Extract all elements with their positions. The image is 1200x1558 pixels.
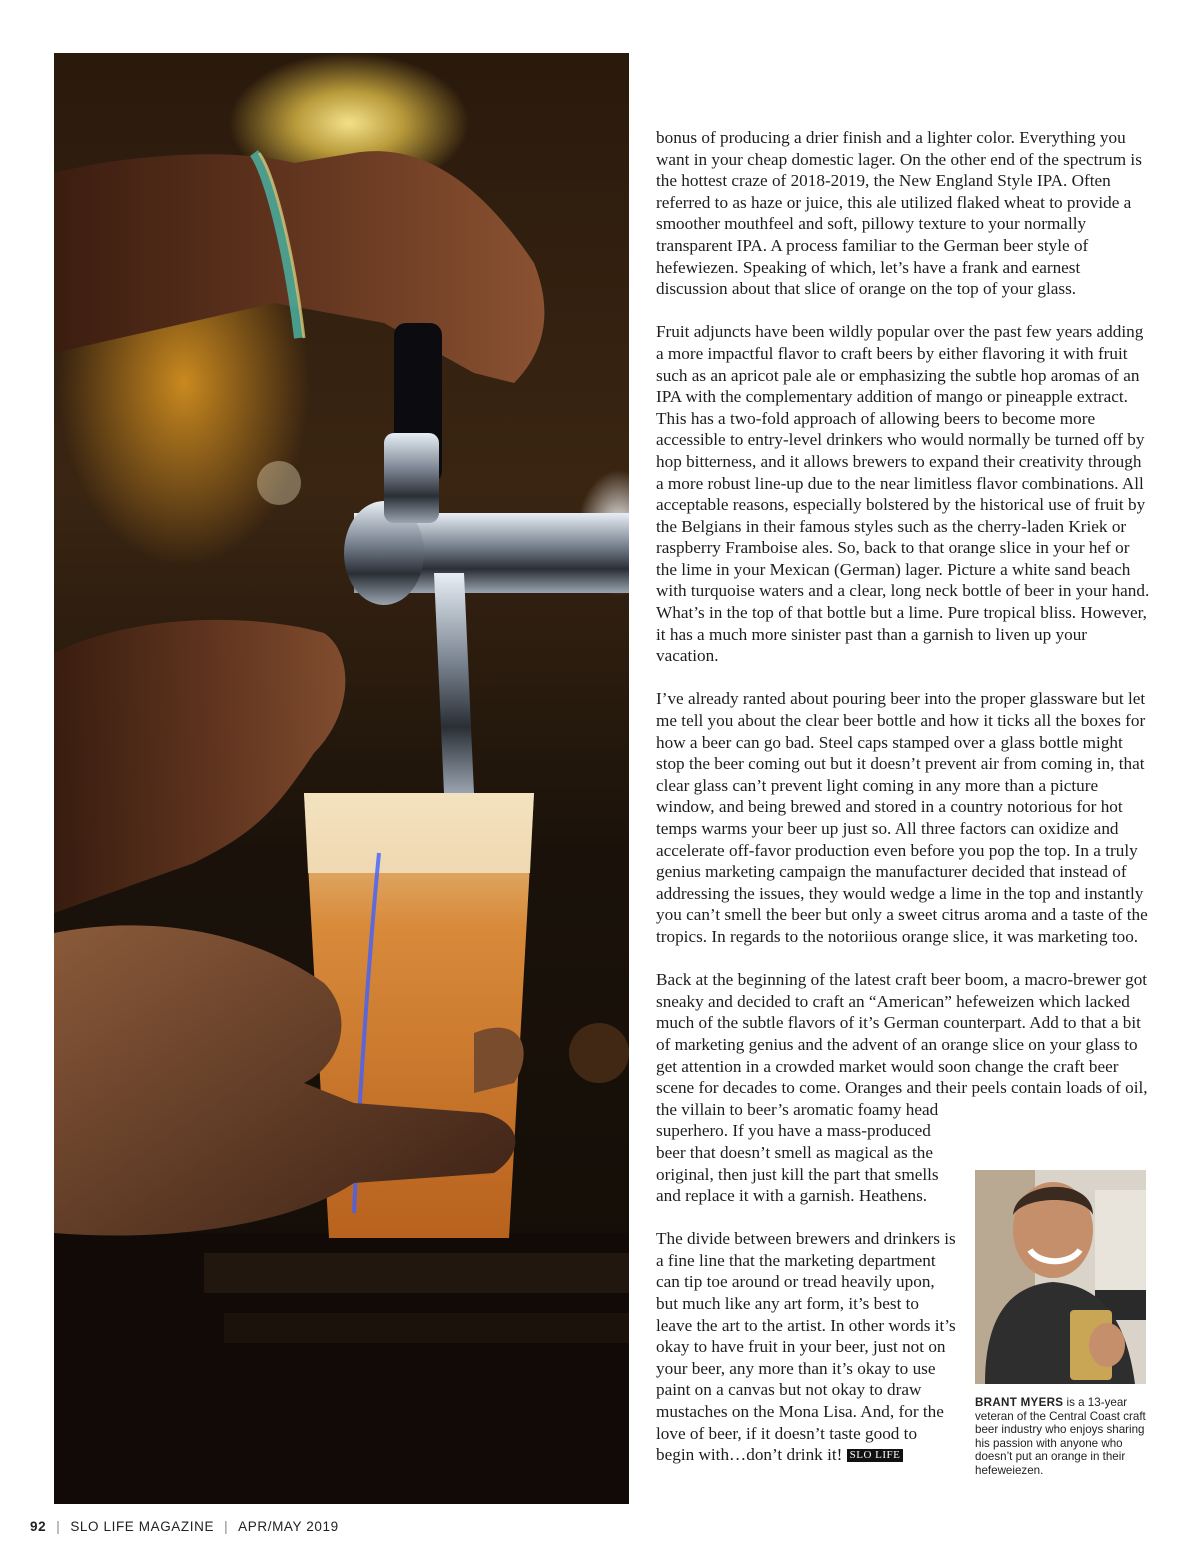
footer-separator: | — [56, 1519, 61, 1534]
issue-date: APR/MAY 2019 — [238, 1519, 339, 1534]
beer-tap-illustration — [54, 53, 629, 1504]
author-photo — [975, 1170, 1146, 1384]
article-paragraph-final — [656, 1228, 956, 1466]
page-number: 92 — [30, 1519, 47, 1534]
beer-tap-photo — [54, 53, 629, 1504]
page-footer — [30, 1519, 339, 1534]
footer-separator: | — [224, 1519, 229, 1534]
article-paragraph: Back at the beginning of the latest craft beer boom, a macro-brewer got sneaky and decided to craft an “American” hefeweizen which lacked much of the subtle flavors of it’s German counterpart. Add to that a bit of marketing genius and the advent of an orange slice on your glass to get attention in a crowded market would soon change the craft beer scene for decades to come. Oranges and their peels contain loads of oil, the villain to beer’s aromatic foamy head — [656, 970, 1148, 1119]
article-paragraph: bonus of producing a drier finish and a lighter color. Everything you want in your cheap domestic lager. On the other end of the spectrum is the hottest craze of 2018-2019, the New England Style IPA. Often referred to as haze or juice, this ale utilized flaked wheat to provide a smoother mouthfeel and soft, pillowy texture to your normally transparent IPA. A process familiar to the German beer style of hefewiezen. Speaking of which, let’s have a frank and earnest discussion about that slice of orange on the top of your glass. — [656, 128, 1142, 299]
author-name: BRANT MYERS — [975, 1396, 1064, 1409]
publication-name: SLO LIFE MAGAZINE — [70, 1519, 215, 1534]
author-bio — [975, 1396, 1150, 1478]
article-paragraph: I’ve already ranted about pouring beer into the proper glassware but let me tell you about the clear beer bottle and how it ticks all the boxes for how a beer can go bad. Steel caps stamped over a glass bottle might stop the beer coming out but it doesn’t prevent air from coming in, that clear glass can’t prevent light coming in any more than a picture window, and being brewed and stored in a country notorious for hot temps warms your beer up just so. All three factors can oxidize and accelerate off-favor production even before you pop the top. In a truly genius marketing campaign the manufacturer decided that instead of addressing the issues, they would wedge a lime in the top and instantly you can’t smell the beer but only a sweet citrus aroma and a taste of the tropics. In regards to the notoriious orange slice, it was marketing too. — [656, 689, 1148, 946]
slo-life-end-mark: SLO LIFE — [847, 1449, 904, 1462]
article-final-text: The divide between brewers and drinkers is a fine line that the marketing department can tip toe around or tread heavily upon, but much like any art form, it’s best to leave the art to the artist. In other words it’s okay to have fruit in your beer, just not on your beer, any more than it’s okay to use paint on a canvas but not okay to draw mustaches on the Mona Lisa. And, for the love of beer, if it doesn’t taste good to begin with…don’t drink it! — [656, 1229, 956, 1465]
article-paragraph: superhero. If you have a mass-produced beer that doesn’t smell as magical as the original, then just kill the part that smells and replace it with a garnish. Heathens. — [656, 1121, 939, 1206]
author-bio-text: is a 13-year veteran of the Central Coast craft beer industry who enjoys sharing his passion with anyone who doesn’t put an orange in their hefeweiezen. — [975, 1396, 1146, 1477]
article-paragraph: Fruit adjuncts have been wildly popular over the past few years adding a more impactful flavor to craft beers by either flavoring it with fruit such as an apricot pale ale or emphasizing the subtle hop aromas of an IPA with the complementary addition of mango or pineapple extract. This has a two-fold approach of allowing beers to become more accessible to entry-level drinkers who would normally be turned off by hop bitterness, and it allows brewers to expand their creativity through a more robust line-up due to the near limitless flavor combinations. All acceptable reasons, especially bolstered by the historical use of fruit by the Belgians in their famous styles such as the cherry-laden Kriek or raspberry Framboise ales. So, back to that orange slice in your hef or the lime in your Mexican (German) lager. Picture a white sand beach with turquoise waters and a clear, long neck bottle of beer in your hand. What’s in the top of that bottle but a lime. Pure tropical bliss. However, it has a much more sinister past than a garnish to liven up your vacation. — [656, 322, 1150, 666]
author-portrait — [975, 1170, 1146, 1384]
